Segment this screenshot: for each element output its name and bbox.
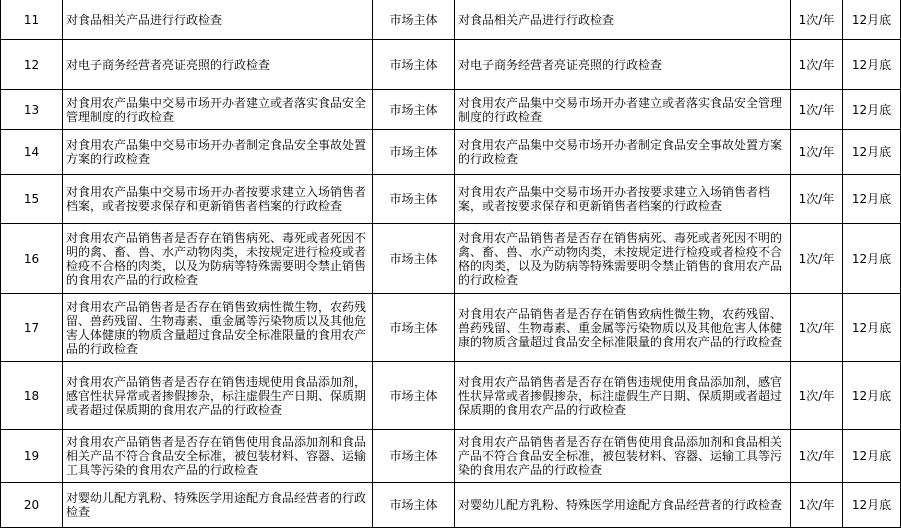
- inspection-item: 对食用农产品销售者是否存在销售致病性微生物，农药残留、兽药残留、生物毒素、重金属等污染物质以及其他危害人体健康的物质含量超过食品安全标准限量的食用农产品的行政检查: [63, 294, 373, 362]
- row-number: 20: [1, 483, 63, 528]
- inspection-frequency: 1次/年: [791, 175, 843, 224]
- table-row: [1, 224, 901, 294]
- inspection-item: 对电子商务经营者亮证亮照的行政检查: [63, 40, 373, 90]
- inspection-item: 对食用农产品销售者是否存在销售违规使用食品添加剂，感官性状异常或者掺假掺杂，标注虚假生产日期、保质期或者超过保质期的食用农产品的行政检查: [63, 362, 373, 430]
- inspection-subject: 市场主体: [373, 294, 455, 362]
- inspection-item: 对食品相关产品进行行政检查: [63, 0, 373, 40]
- inspection-frequency: 1次/年: [791, 430, 843, 483]
- row-number: 12: [1, 40, 63, 90]
- inspection-frequency: 1次/年: [791, 130, 843, 175]
- inspection-subject: 市场主体: [373, 0, 455, 40]
- table-row: [1, 40, 901, 90]
- table-row: [1, 430, 901, 483]
- table-row: [1, 294, 901, 362]
- inspection-item: 对食用农产品集中交易市场开办者制定食品安全事故处置方案的行政检查: [63, 130, 373, 175]
- inspection-deadline: 12月底: [843, 483, 901, 528]
- inspection-frequency: 1次/年: [791, 483, 843, 528]
- inspection-frequency: 1次/年: [791, 362, 843, 430]
- inspection-subject: 市场主体: [373, 483, 455, 528]
- inspection-content: 对食用农产品集中交易市场开办者建立或者落实食品安全管理制度的行政检查: [455, 90, 791, 130]
- inspection-frequency: 1次/年: [791, 294, 843, 362]
- inspection-subject: 市场主体: [373, 224, 455, 294]
- inspection-subject: 市场主体: [373, 40, 455, 90]
- inspection-content: 对电子商务经营者亮证亮照的行政检查: [455, 40, 791, 90]
- inspection-frequency: 1次/年: [791, 40, 843, 90]
- row-number: 11: [1, 0, 63, 40]
- inspection-item: 对食用农产品集中交易市场开办者按要求建立入场销售者档案，或者按要求保存和更新销售者档案的行政检查: [63, 175, 373, 224]
- inspection-content: 对食用农产品销售者是否存在销售致病性微生物，农药残留、兽药残留、生物毒素、重金属等污染物质以及其他危害人体健康的物质含量超过食品安全标准限量的食用农产品的行政检查: [455, 294, 791, 362]
- inspection-subject: 市场主体: [373, 130, 455, 175]
- row-number: 18: [1, 362, 63, 430]
- inspection-subject: 市场主体: [373, 430, 455, 483]
- row-number: 14: [1, 130, 63, 175]
- row-number: 16: [1, 224, 63, 294]
- inspection-item: 对婴幼儿配方乳粉、特殊医学用途配方食品经营者的行政检查: [63, 483, 373, 528]
- inspection-deadline: 12月底: [843, 0, 901, 40]
- inspection-deadline: 12月底: [843, 430, 901, 483]
- row-number: 13: [1, 90, 63, 130]
- inspection-content: 对食用农产品销售者是否存在销售违规使用食品添加剂，感官性状异常或者掺假掺杂，标注虚假生产日期、保质期或者超过保质期的食用农产品的行政检查: [455, 362, 791, 430]
- inspection-item: 对食用农产品销售者是否存在销售使用食品添加剂和食品相关产品不符合食品安全标准，被包装材料、容器、运输工具等污染的食用农产品的行政检查: [63, 430, 373, 483]
- inspection-subject: 市场主体: [373, 362, 455, 430]
- inspection-subject: 市场主体: [373, 90, 455, 130]
- table-row: [1, 0, 901, 40]
- inspection-frequency: 1次/年: [791, 90, 843, 130]
- inspection-content: 对食用农产品销售者是否存在销售病死、毒死或者死因不明的禽、畜、兽、水产动物肉类，未按规定进行检疫或者检疫不合格的肉类，以及为防病等特殊需要明令禁止销售的食用农产品的行政检查: [455, 224, 791, 294]
- inspection-content: 对食用农产品销售者是否存在销售使用食品添加剂和食品相关产品不符合食品安全标准，被包装材料、容器、运输工具等污染的食用农产品的行政检查: [455, 430, 791, 483]
- inspection-frequency: 1次/年: [791, 0, 843, 40]
- inspection-deadline: 12月底: [843, 175, 901, 224]
- inspection-item: 对食用农产品集中交易市场开办者建立或者落实食品安全管理制度的行政检查: [63, 90, 373, 130]
- inspection-deadline: 12月底: [843, 130, 901, 175]
- inspection-deadline: 12月底: [843, 90, 901, 130]
- inspection-content: 对食用农产品集中交易市场开办者制定食品安全事故处置方案的行政检查: [455, 130, 791, 175]
- row-number: 17: [1, 294, 63, 362]
- inspection-deadline: 12月底: [843, 40, 901, 90]
- inspection-content: 对食品相关产品进行行政检查: [455, 0, 791, 40]
- table-row: [1, 483, 901, 528]
- table-row: [1, 362, 901, 430]
- inspection-item: 对食用农产品销售者是否存在销售病死、毒死或者死因不明的禽、畜、兽、水产动物肉类，未按规定进行检疫或者检疫不合格的肉类，以及为防病等特殊需要明令禁止销售的食用农产品的行政检查: [63, 224, 373, 294]
- row-number: 19: [1, 430, 63, 483]
- inspection-frequency: 1次/年: [791, 224, 843, 294]
- table-row: [1, 90, 901, 130]
- inspection-subject: 市场主体: [373, 175, 455, 224]
- inspection-content: 对食用农产品集中交易市场开办者按要求建立入场销售者档案，或者按要求保存和更新销售者档案的行政检查: [455, 175, 791, 224]
- row-number: 15: [1, 175, 63, 224]
- inspection-deadline: 12月底: [843, 224, 901, 294]
- inspection-deadline: 12月底: [843, 294, 901, 362]
- table-row: [1, 175, 901, 224]
- inspection-content: 对婴幼儿配方乳粉、特殊医学用途配方食品经营者的行政检查: [455, 483, 791, 528]
- inspection-deadline: 12月底: [843, 362, 901, 430]
- table-row: [1, 130, 901, 175]
